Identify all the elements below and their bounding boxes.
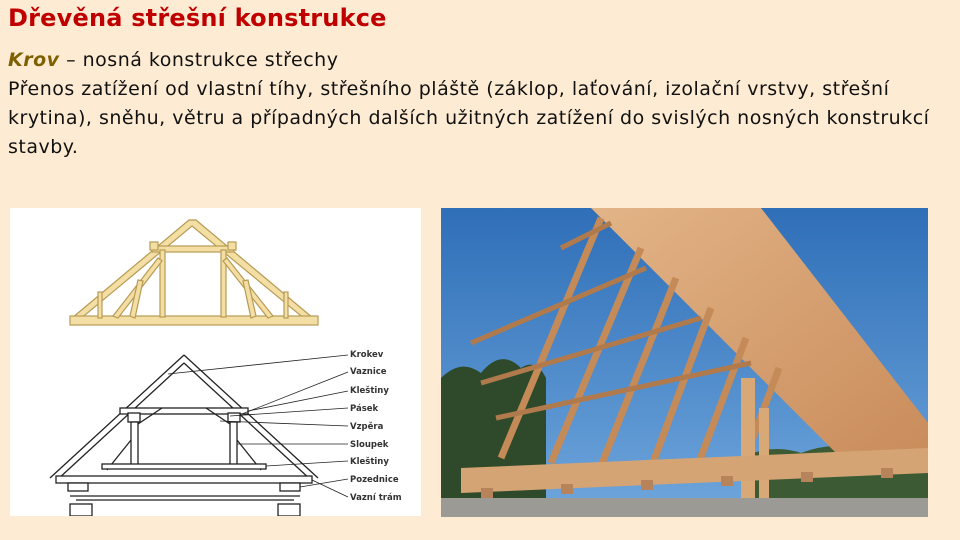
- definition-line: [8, 46, 948, 75]
- label-vazni-tram: Vazní trám: [350, 493, 402, 503]
- label-pozednice: Pozednice: [350, 475, 399, 485]
- roof-photo-illustration: [441, 208, 928, 517]
- definition-text: – nosná konstrukce střechy: [59, 49, 339, 71]
- truss-sketch-top: [70, 220, 318, 325]
- label-pasek: Pásek: [350, 404, 379, 414]
- label-vaznice: Vaznice: [350, 367, 387, 377]
- label-klestiny: Kleštiny: [350, 386, 389, 396]
- slide-title: Dřevěná střešní konstrukce: [8, 4, 387, 32]
- roof-truss-drawing: [10, 208, 421, 516]
- label-sloupek: Sloupek: [350, 440, 389, 450]
- description-text: Přenos zatížení od vlastní tíhy, střešního pláště (záklop, laťování, izolační vrstvy, střešní krytina), sněhu, větru a případných dalších užitných zatížení do svislých nosných konstrukcí stavby.: [8, 78, 930, 158]
- roof-construction-photo: [441, 208, 928, 517]
- label-krokev: Krokev: [350, 350, 384, 360]
- label-klestiny-lower: Kleštiny: [350, 457, 389, 467]
- masonry-wall: [441, 498, 928, 517]
- diagram-labels: [350, 350, 402, 503]
- roof-truss-diagram: [10, 208, 421, 516]
- slide-body: [8, 46, 948, 162]
- truss-section-bottom: [50, 355, 348, 516]
- definition-term: Krov: [8, 49, 60, 71]
- label-vzpera: Vzpěra: [350, 422, 384, 432]
